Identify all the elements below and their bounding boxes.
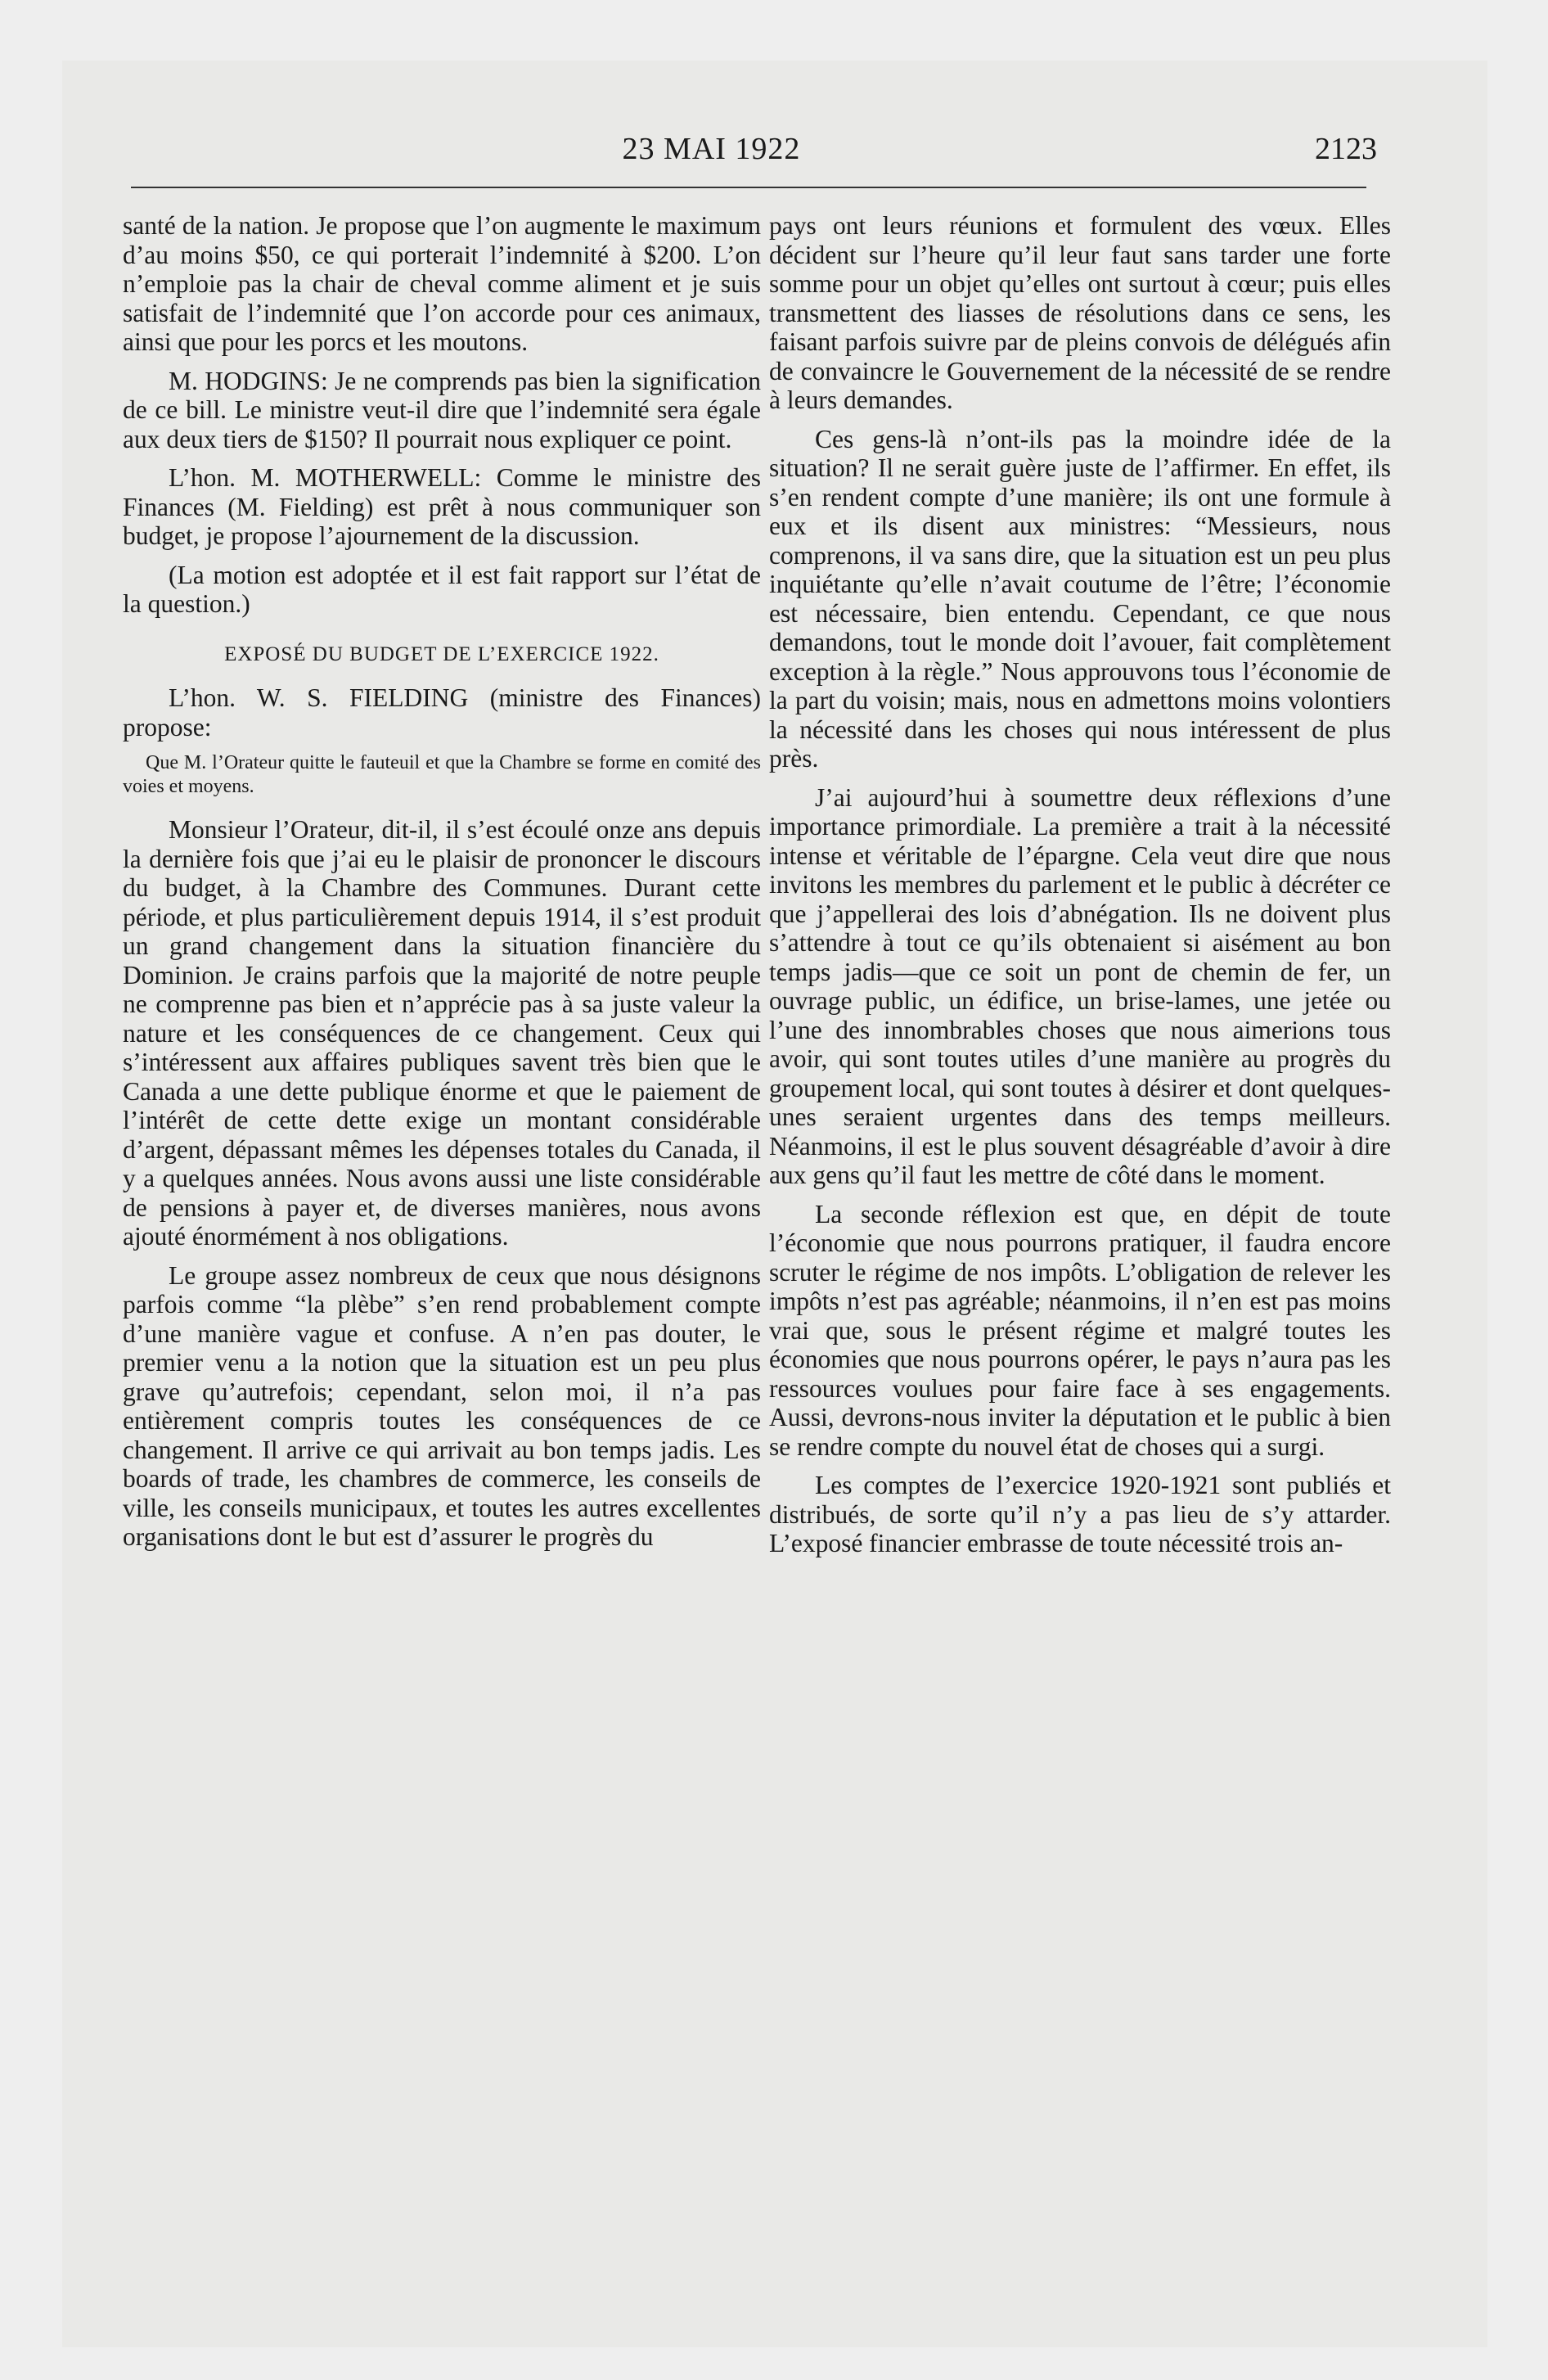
left-column (123, 211, 761, 1562)
paragraph: La seconde réflexion est que, en dépit de toute l’économie que nous pourrons pratiquer, il faudra encore scruter le régime de nos impôts. L’obligation de relever les impôts n’est pas agréable; néanmoins, il n’en est pas moins vrai que, sous le présent régime et malgré toutes les économies que nous pourrons opérer, le pays n’aura pas les ressources voulues pour faire face à ses engagements. Aussi, devrons-nous inviter la députation et le public à bien se rendre compte du nouvel état de choses qui a surgi. (769, 1199, 1391, 1461)
paragraph: (La motion est adoptée et il est fait rapport sur l’état de la question.) (123, 560, 761, 618)
paragraph: J’ai aujourd’hui à soumettre deux réflexions d’une importance primordiale. La première a trait à la nécessité intense et véritable de l’épargne. Cela veut dire que nous invitons les membres du parlement et le public à décréter ce que j’appellerai des lois d’abnégation. Ils ne doivent plus s’attendre à tout ce qu’ils obtenaient si aisément au bon temps jadis—que ce soit un pont de chemin de fer, un ouvrage public, un édifice, un brise-lames, une jetée ou l’une des innombrables choses que nous aimerions tous avoir, qui sont toutes utiles d’une manière au progrès du groupement local, qui sont toutes à désirer et dont quelques-unes seraient urgentes dans des temps meilleurs. Néanmoins, il est le plus souvent désagréable d’avoir à dire aux gens qu’il faut les mettre de côté dans le moment. (769, 782, 1391, 1189)
paragraph: L’hon. W. S. FIELDING (ministre des Finances) propose: (123, 683, 761, 741)
header-rule (131, 187, 1366, 188)
paragraph: Les comptes de l’exercice 1920-1921 sont publiés et distribués, de sorte qu’il n’y a pas lieu de s’y attarder. L’exposé financier embrasse de toute nécessité trois an- (769, 1471, 1391, 1557)
paragraph: Monsieur l’Orateur, dit-il, il s’est écoulé onze ans depuis la dernière fois que j’ai eu le plaisir de prononcer le discours du budget, à la Chambre des Communes. Durant cette période, et plus particulièrement depuis 1914, il s’est produit un grand changement dans la situation financière du Dominion. Je crains parfois que la majorité de notre peuple ne comprenne pas bien et n’apprécie pas à sa juste valeur la nature et les conséquences de ce changement. Ceux qui s’intéressent aux affaires publiques savent très bien que le Canada a une dette publique énorme et que le paiement de l’intérêt de cette dette exige un montant considérable d’argent, dépassant mêmes les dépenses totales du Canada, il y a quelques années. Nous avons aussi une liste considérable de pensions à payer et, de diverses manières, nous avons ajouté énormément à nos obligations. (123, 815, 761, 1251)
page-header (62, 131, 1377, 177)
right-column (769, 211, 1391, 1568)
paragraph: pays ont leurs réunions et formulent des vœux. Elles décident sur l’heure qu’il leur faut sans tarder une forte somme pour un objet qu’elles ont surtout à cœur; puis elles transmettent des liasses de résolutions dans ce sens, les faisant parfois suivre par de pleins convois de délégués afin de convaincre le Gouvernement de la nécessité de se rendre à leurs demandes. (769, 211, 1391, 414)
paragraph: Ces gens-là n’ont-ils pas la moindre idée de la situation? Il ne serait guère juste de l’affirmer. En effet, ils s’en rendent compte d’une manière; ils ont une formule à eux et ils disent aux ministres: “Messieurs, nous comprenons, il va sans dire, que la situation est un peu plus inquiétante qu’elle n’avait coutume de l’être; l’économie est nécessaire, bien entendu. Cependant, ce que nous demandons, tout le monde doit l’avouer, fait complètement exception à la règle.” Nous approuvons tous l’économie de la part du voisin; mais, nous en admettons moins volontiers la nécessité dans les choses qui nous intéressent de plus près. (769, 424, 1391, 773)
paragraph: M. HODGINS: Je ne comprends pas bien la signification de ce bill. Le ministre veut-il dire que l’indemnité sera égale aux deux tiers de $150? Il pourrait nous expliquer ce point. (123, 366, 761, 453)
page-number: 2123 (1315, 132, 1377, 166)
section-heading: EXPOSÉ DU BUDGET DE L’EXERCICE 1922. (224, 642, 659, 665)
paragraph: Le groupe assez nombreux de ceux que nous désignons parfois comme “la plèbe” s’en rend probablement compte d’une manière vague et confuse. A n’en pas douter, le premier venu a la notion que la situation est un peu plus grave qu’autrefois; cependant, selon moi, il n’a pas entièrement compris toutes les conséquences de ce changement. Il arrive ce qui arrivait au bon temps jadis. Les boards of trade, les chambres de commerce, les conseils de ville, les conseils municipaux, et toutes les autres excellentes organisations dont le but est d’assurer le progrès du (123, 1260, 761, 1551)
paragraph: santé de la nation. Je propose que l’on augmente le maximum d’au moins $50, ce qui porterait l’indemnité à $200. L’on n’emploie pas la chair de cheval comme aliment et je suis satisfait de l’indemnité que l’on accorde pour ces animaux, ainsi que pour les porcs et les moutons. (123, 211, 761, 356)
header-date: 23 MAI 1922 (622, 132, 801, 166)
motion-text: Que M. l’Orateur quitte le fauteuil et que la Chambre se forme en comité des voies et moyens. (123, 752, 761, 797)
paragraph: L’hon. M. MOTHERWELL: Comme le ministre des Finances (M. Fielding) est prêt à nous communiquer son budget, je propose l’ajournement de la discussion. (123, 463, 761, 550)
